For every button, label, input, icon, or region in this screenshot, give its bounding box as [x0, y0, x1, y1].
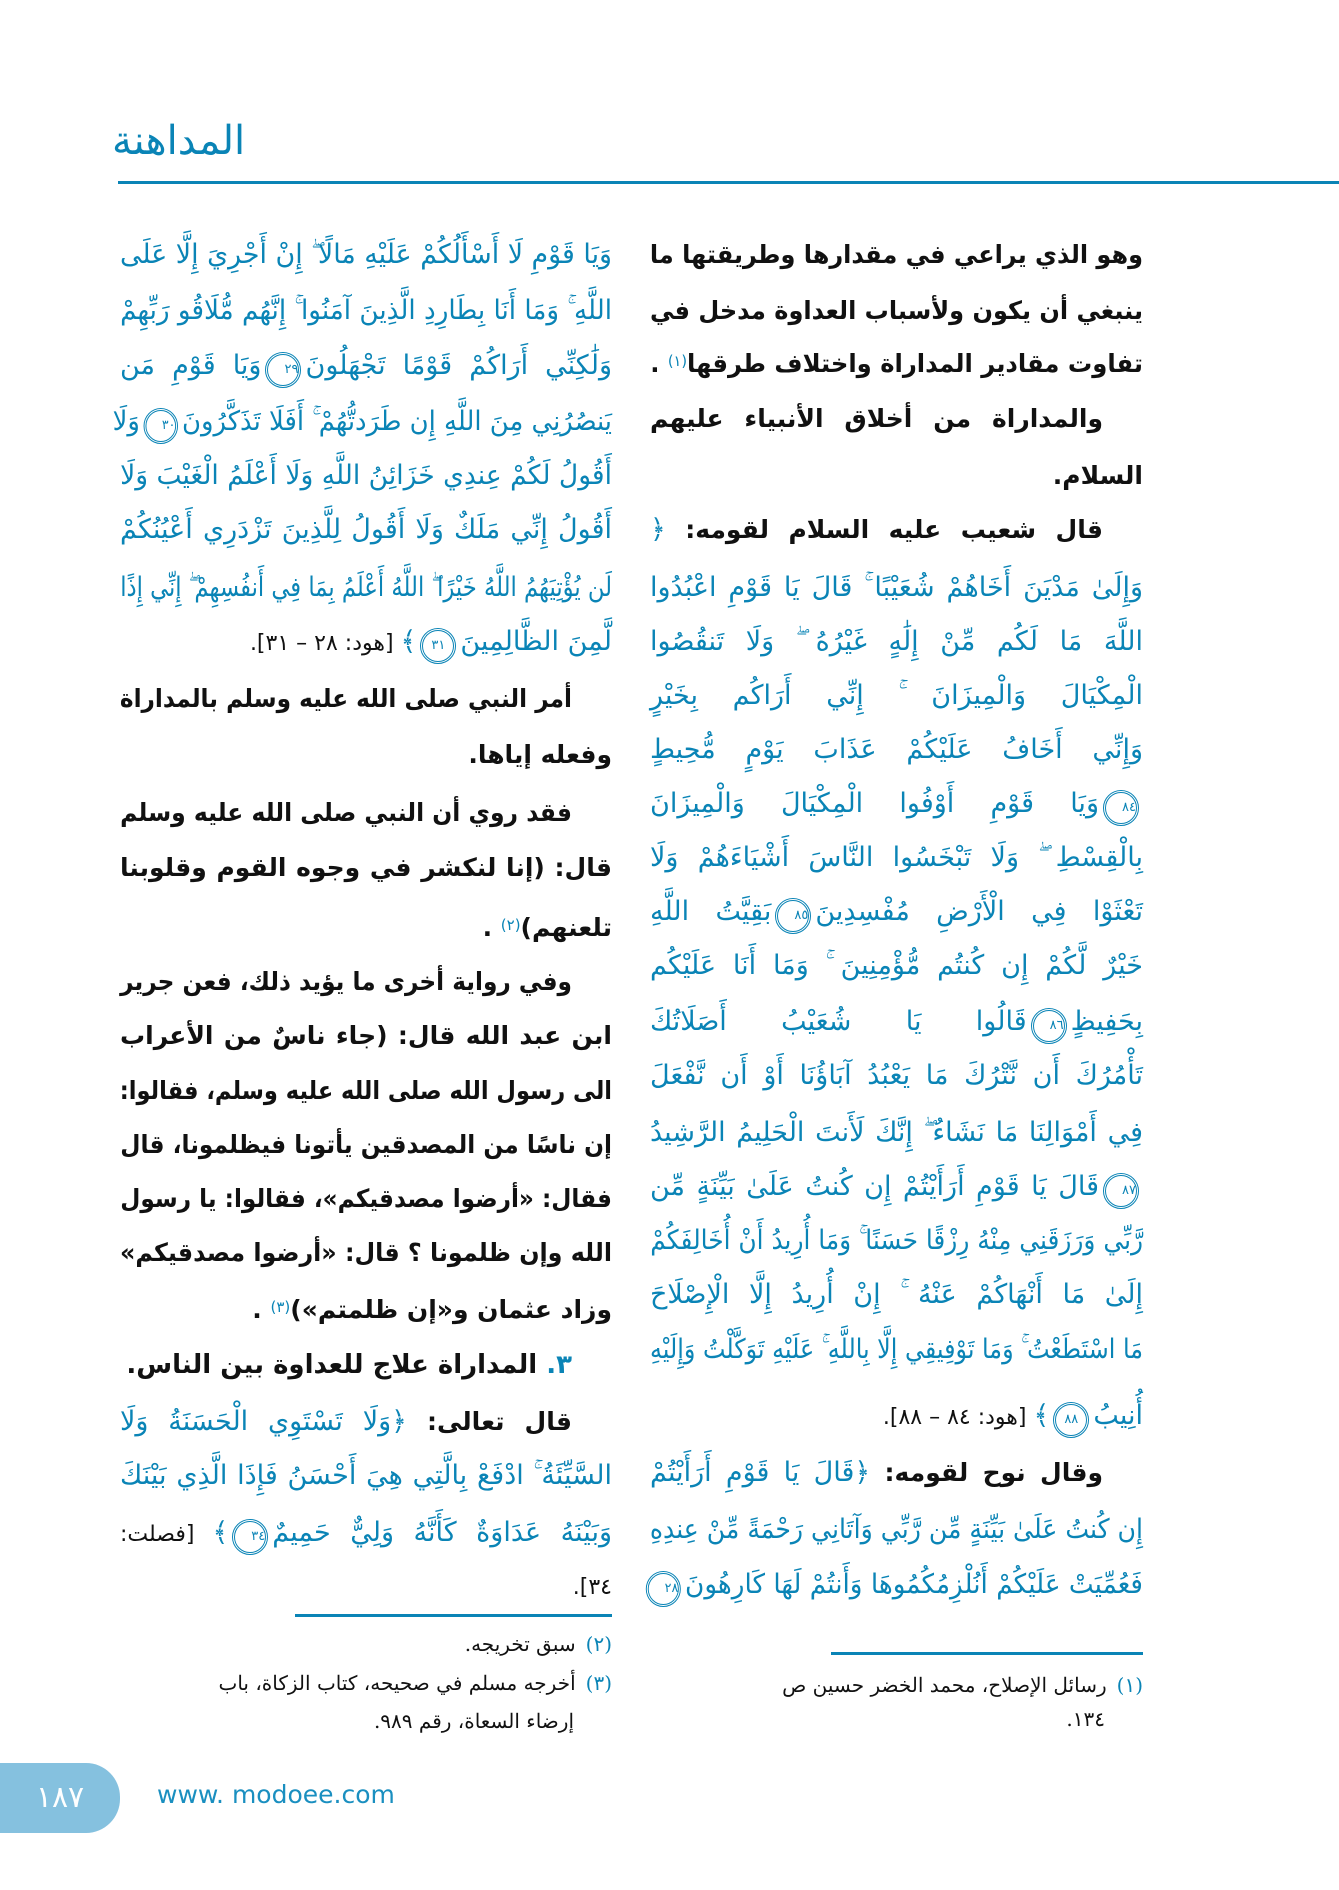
body-text: تفاوت مقادير المداراة واختلاف طرقها	[687, 349, 1143, 379]
quran-text: وَلَٰكِنِّي أَرَاكُمْ قَوْمًا تَجْهَلُونَ	[305, 350, 612, 381]
text-line	[120, 1563, 612, 1613]
quran-text-line	[650, 887, 1143, 937]
body-text: وقال نوح لقومه:	[870, 1458, 1103, 1487]
footnote-reference[interactable]: (٢)	[500, 916, 521, 934]
body-text: ابن عبد الله قال: (جاء ناسٌ من الأعراب	[120, 1021, 612, 1050]
text-line	[119, 1066, 612, 1116]
quran-text-line	[120, 286, 612, 336]
ayah-number-marker: ٣٠	[144, 408, 178, 444]
body-text: قال شعيب عليه السلام لقومه:	[665, 515, 1103, 544]
quran-text: وَبَيْنَهُ عَدَاوَةٌ كَأَنَّهُ وَلِيٌّ حَمِيمٌ	[272, 1517, 612, 1548]
body-text: الله وإن ظلمونا ؟ قال: «أرضوا مصدقيكم»	[119, 1238, 612, 1267]
quran-text: فِي أَمْوَالِنَا مَا نَشَاءُ ۖ إِنَّكَ لَأَنتَ الْحَلِيمُ الرَّشِيدُ	[650, 1117, 1143, 1148]
text-line	[120, 957, 573, 1007]
quran-text: بَقِيَّتُ اللَّهِ	[650, 896, 772, 927]
footnote-reference[interactable]: (٣)	[270, 1298, 291, 1316]
quran-text: إِن كُنتُ عَلَىٰ بَيِّنَةٍ مِّن رَّبِّي وَآتَانِي رَحْمَةً مِّنْ عِندِهِ	[649, 1514, 1143, 1545]
body-text: .	[252, 1295, 271, 1325]
quran-text-line	[120, 230, 612, 280]
quran-text-line	[650, 1108, 1143, 1158]
body-text: وهو الذي يراعي في مقدارها وطريقتها ما	[649, 240, 1143, 269]
quran-text: وَلَا	[112, 406, 140, 437]
quran-text: لَن يُؤْتِيَهُمُ اللَّهُ خَيْرًا ۖ اللَّهُ أَعْلَمُ بِمَا فِي أَنفُسِهِمْ ۖ إِنِّي إِذًا	[120, 572, 612, 603]
text-line	[650, 394, 1103, 444]
quran-text: وَإِلَىٰ مَدْيَنَ أَخَاهُمْ شُعَيْبًا ۚ قَالَ يَا قَوْمِ اعْبُدُوا	[650, 572, 1143, 603]
text-line	[120, 1174, 613, 1224]
quran-text: بِحَفِيظٍ	[1070, 1006, 1143, 1037]
ayah-number-marker: ٨٧	[1103, 1173, 1139, 1209]
body-text: الى رسول الله صلى الله عليه وسلم، فقالوا:	[119, 1076, 612, 1105]
quran-text: اللَّهِ ۚ وَمَا أَنَا بِطَارِدِ الَّذِينَ آمَنُوا ۚ إِنَّهُم مُّلَاقُو رَبِّهِمْ	[120, 295, 612, 326]
quran-text-line	[120, 451, 612, 501]
quran-text: تَعْثَوْا فِي الْأَرْضِ مُفْسِدِينَ	[815, 896, 1143, 927]
quran-text: فَعُمِّيَتْ عَلَيْكُمْ أَنُلْزِمُكُمُوهَا وَأَنتُمْ لَهَا كَارِهُونَ	[685, 1569, 1143, 1600]
quran-text: وَإِنِّي أَخَافُ عَلَيْكُمْ عَذَابَ يَوْمٍ مُّحِيطٍ	[650, 734, 1143, 765]
quran-text: مَا اسْتَطَعْتُ ۚ وَمَا تَوْفِيقِي إِلَّا بِاللَّهِ ۚ عَلَيْهِ تَوَكَّلْتُ وَإِلَيْهِ	[649, 1334, 1143, 1365]
footnote-text: أخرجه مسلم في صحيحه، كتاب الزكاة، باب	[218, 1671, 576, 1695]
footnote-text: رسائل الإصلاح، محمد الخضر حسين ص	[782, 1673, 1107, 1697]
quran-text-line	[650, 563, 1143, 613]
footnote	[219, 1671, 613, 1695]
body-text: السلام.	[1052, 461, 1143, 490]
quran-text-line	[650, 941, 1143, 991]
text-line	[119, 1228, 612, 1278]
ayah-number-marker: ٨٨	[1053, 1402, 1089, 1438]
text-line	[650, 336, 1143, 386]
quran-text-line	[120, 1397, 572, 1447]
quran-text: ﴾	[1033, 1400, 1050, 1431]
running-header-title: المداهنة	[112, 118, 246, 164]
footnote	[374, 1709, 574, 1733]
quran-text: ﴿	[650, 514, 666, 545]
page-number: ١٨٧	[0, 1763, 120, 1833]
body-text: وزاد عثمان و«إن ظلمتم»)	[290, 1295, 612, 1325]
quran-text-line	[650, 1448, 1103, 1498]
body-text: وفعله إياها.	[468, 740, 612, 769]
quran-text-line	[112, 397, 613, 447]
body-text: .	[482, 913, 501, 943]
quran-text-line	[649, 1505, 1143, 1555]
footnote-marker: (١)	[1116, 1673, 1143, 1697]
quran-text-line	[650, 725, 1143, 775]
footnote-text: سبق تخريجه.	[464, 1632, 576, 1656]
footnote-marker: (٣)	[585, 1671, 612, 1695]
text-line	[649, 230, 1143, 280]
quran-text: قَالَ يَا قَوْمِ أَرَأَيْتُمْ إِن كُنتُ عَلَىٰ بَيِّنَةٍ مِّن	[650, 1171, 1099, 1202]
quran-text: السَّيِّئَةُ ۚ ادْفَعْ بِالَّتِي هِيَ أَحْسَنُ فَإِذَا الَّذِي بَيْنَكَ	[120, 1460, 612, 1491]
website-link[interactable]: www. modoee.com	[157, 1780, 395, 1809]
footnote-rule-left	[295, 1614, 612, 1617]
footnote-rule-right	[831, 1652, 1143, 1655]
quran-text-line	[650, 1051, 1143, 1101]
quran-text: ﴿قَالَ يَا قَوْمِ أَرَأَيْتُمْ	[650, 1457, 871, 1488]
quran-text: أَقُولُ إِنِّي مَلَكٌ وَلَا أَقُولُ لِلَّذِينَ تَزْدَرِي أَعْيُنُكُمْ	[120, 514, 612, 545]
quran-text-line	[650, 671, 1143, 721]
quran-text-line	[650, 505, 1103, 555]
text-line	[120, 788, 573, 838]
quran-text: أُنِيبُ	[1093, 1400, 1143, 1431]
surah-citation: [هود: ٢٨ – ٣١].	[249, 631, 401, 656]
quran-text-line	[120, 617, 612, 667]
footnote	[782, 1673, 1143, 1697]
body-text: .	[650, 349, 668, 379]
quran-text: بِالْقِسْطِ ۖ وَلَا تَبْخَسُوا النَّاسَ أَشْيَاءَهُمْ وَلَا	[650, 842, 1143, 873]
quran-text: قَالُوا يَا شُعَيْبُ أَصَلَاتُكَ	[650, 1006, 1027, 1037]
quran-text-line	[650, 1270, 1143, 1320]
ayah-number-marker: ٨٤	[1103, 790, 1139, 826]
text-line	[120, 1340, 572, 1390]
quran-text: إِلَىٰ مَا أَنْهَاكُمْ عَنْهُ ۚ إِنْ أُرِيدُ إِلَّا الْإِصْلَاحَ	[650, 1279, 1143, 1310]
quran-text: لَّمِنَ الظَّالِمِينَ	[460, 626, 612, 657]
body-text: فقد روي أن النبي صلى الله عليه وسلم	[120, 798, 573, 827]
quran-text: وَيَا قَوْمِ مَن	[120, 350, 262, 381]
quran-text-line	[120, 505, 612, 555]
quran-text: وَيَا قَوْمِ أَوْفُوا الْمِكْيَالَ وَالْمِيزَانَ	[650, 788, 1099, 819]
quran-text-line	[663, 1560, 1143, 1610]
quran-text-line	[650, 779, 1143, 829]
text-line	[120, 1011, 612, 1061]
text-line	[649, 286, 1143, 336]
quran-text-line	[120, 1451, 612, 1501]
body-text: قال: (إنا لنكشر في وجوه القوم وقلوبنا	[120, 853, 612, 882]
quran-text-line	[650, 997, 1143, 1047]
quran-text: ﴿وَلَا تَسْتَوِي الْحَسَنَةُ وَلَا	[120, 1406, 408, 1437]
ayah-number-marker: ٨٥	[775, 898, 811, 934]
text-line	[120, 1282, 612, 1332]
text-line	[120, 900, 612, 950]
quran-text-line	[650, 617, 1143, 667]
quran-text: رَّبِّي وَرَزَقَنِي مِنْهُ رِزْقًا حَسَنًا ۚ وَمَا أُرِيدُ أَنْ أُخَالِفَكُمْ	[650, 1225, 1143, 1256]
body-text: فقال: «أرضوا مصدقيكم»، فقالوا: يا رسول	[120, 1184, 613, 1213]
body-text: والمداراة من أخلاق الأنبياء عليهم	[650, 404, 1103, 433]
body-text: تلعنهم)	[520, 913, 612, 943]
quran-text-line	[120, 563, 612, 613]
footnote	[1066, 1707, 1105, 1731]
quran-text-line	[650, 1216, 1143, 1266]
body-text: أمر النبي صلى الله عليه وسلم بالمداراة	[119, 684, 572, 713]
ayah-number-marker: ٨٦	[1031, 1008, 1067, 1044]
text-line	[119, 674, 572, 724]
quran-text: ﴾	[400, 626, 417, 657]
quran-text-line	[650, 1391, 1143, 1441]
quran-text: وَيَا قَوْمِ لَا أَسْأَلُكُمْ عَلَيْهِ مَالًا ۖ إِنْ أَجْرِيَ إِلَّا عَلَى	[120, 239, 612, 270]
quran-text: تَأْمُرُكَ أَن نَّتْرُكَ مَا يَعْبُدُ آبَاؤُنَا أَوْ أَن نَّفْعَلَ	[650, 1060, 1143, 1091]
body-text: ينبغي أن يكون ولأسباب العداوة مدخل في	[649, 296, 1143, 325]
footnote-marker: (٢)	[585, 1632, 612, 1656]
quran-text: ﴾	[212, 1517, 229, 1548]
footnote	[465, 1632, 612, 1656]
ayah-number-marker: ٣٤	[232, 1519, 268, 1555]
text-line	[120, 1120, 612, 1170]
section-heading: المداراة علاج للعداوة بين الناس.	[126, 1350, 538, 1380]
ayah-number-marker: ٢٨	[646, 1571, 681, 1607]
quran-text: خَيْرٌ لَّكُمْ إِن كُنتُم مُّؤْمِنِينَ ۚ وَمَا أَنَا عَلَيْكُم	[650, 950, 1143, 981]
surah-citation: ٣٤].	[572, 1575, 612, 1600]
footnote-reference[interactable]: (١)	[667, 352, 688, 370]
quran-text-line	[650, 1162, 1143, 1212]
text-line	[120, 730, 612, 780]
body-text: إن ناسًا من المصدقين يأتونا فيظلمونا، قال	[120, 1130, 612, 1159]
footnote-text: ١٣٤.	[1066, 1707, 1105, 1731]
footnote-text: إرضاء السعاة، رقم ٩٨٩.	[373, 1709, 574, 1733]
ayah-number-marker: ٢٩	[265, 352, 301, 388]
quran-text: يَنصُرُنِي مِنَ اللَّهِ إِن طَرَدتُّهُمْ ۚ أَفَلَا تَذَكَّرُونَ	[181, 406, 613, 437]
section-number: ٣.	[537, 1350, 572, 1380]
surah-citation: [هود: ٨٤ – ٨٨].	[882, 1405, 1034, 1430]
surah-citation: [فصلت:	[120, 1522, 213, 1547]
quran-text-line	[120, 1508, 612, 1558]
quran-text-line	[649, 1325, 1143, 1375]
body-text: وفي رواية أخرى ما يؤيد ذلك، فعن جرير	[120, 967, 573, 996]
body-text: قال تعالى:	[407, 1407, 573, 1436]
right-column	[650, 0, 1143, 1650]
text-line	[650, 451, 1143, 501]
text-line	[120, 843, 612, 893]
left-column	[112, 0, 613, 1650]
quran-text-line	[120, 341, 612, 391]
quran-text: أَقُولُ لَكُمْ عِندِي خَزَائِنُ اللَّهِ وَلَا أَعْلَمُ الْغَيْبَ وَلَا	[120, 460, 612, 491]
quran-text: اللَّهَ مَا لَكُم مِّنْ إِلَٰهٍ غَيْرُهُ ۖ وَلَا تَنقُصُوا	[650, 626, 1143, 657]
quran-text: الْمِكْيَالَ وَالْمِيزَانَ ۚ إِنِّي أَرَاكُم بِخَيْرٍ	[650, 680, 1143, 711]
quran-text-line	[650, 833, 1143, 883]
ayah-number-marker: ٣١	[420, 628, 456, 664]
